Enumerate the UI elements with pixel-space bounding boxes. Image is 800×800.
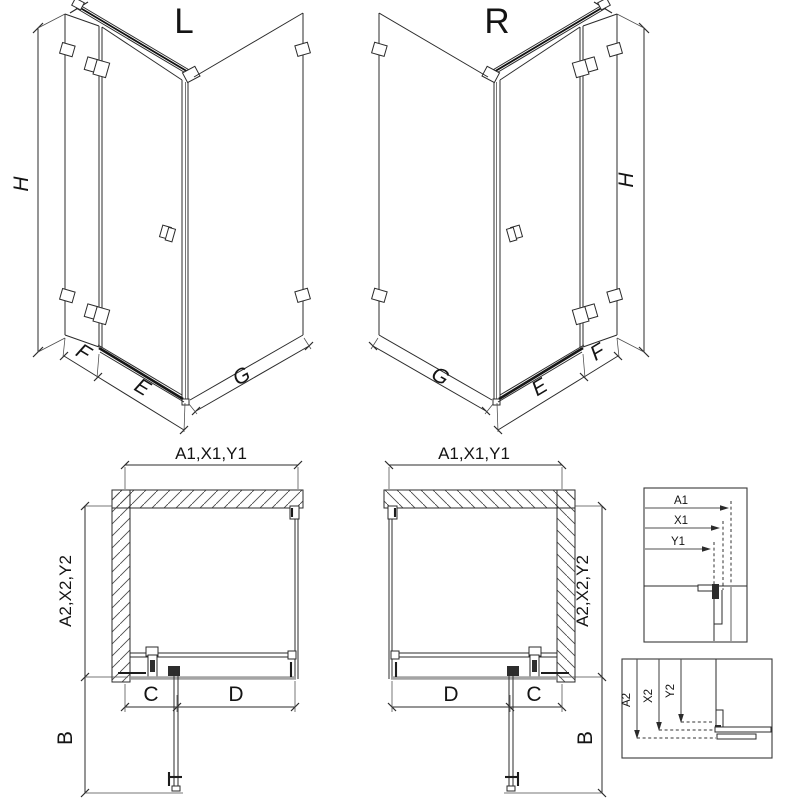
- dim-label-c: C: [526, 683, 542, 706]
- dim-label-e: E: [527, 373, 552, 401]
- detail-label-x2: X2: [643, 688, 655, 704]
- detail-label-a2: A2: [621, 692, 633, 708]
- dim-label-width-top: A1,X1,Y1: [175, 444, 247, 463]
- dim-label-height: H: [615, 172, 638, 188]
- dim-label-g: G: [228, 362, 255, 391]
- profile-cross-section: [698, 584, 731, 641]
- dim-label-g: G: [427, 362, 454, 391]
- detail-box-depth-dims: [621, 659, 772, 758]
- perspective-view-left: [10, 0, 313, 434]
- dim-label-f: F: [586, 339, 610, 366]
- plan-left-geometry: [81, 461, 303, 797]
- detail-label-x1: X1: [673, 515, 689, 527]
- dim-label-f: F: [71, 339, 95, 366]
- dim-label-e: E: [130, 373, 155, 401]
- dim-label-d: D: [443, 683, 459, 706]
- detail-label-y2: Y2: [665, 683, 677, 699]
- detail-label-y1: Y1: [670, 536, 686, 548]
- dim-label-depth-side: A2,X2,Y2: [56, 555, 75, 627]
- plan-right-geometry: [384, 461, 606, 797]
- perspective-right-geometry: [369, 0, 649, 434]
- perspective-left-geometry: [33, 0, 313, 434]
- detail-box-width-dims: [644, 488, 747, 642]
- perspective-view-right: [369, 0, 649, 434]
- dim-label-d: D: [228, 683, 244, 706]
- plan-view-right: [384, 444, 606, 797]
- dim-label-width-top: A1,X1,Y1: [438, 444, 510, 463]
- plan-view-left: [54, 444, 303, 797]
- dim-label-b: B: [574, 730, 597, 746]
- dim-label-height: H: [10, 176, 33, 192]
- variant-label-right: R: [484, 2, 510, 41]
- dim-label-c: C: [143, 683, 159, 706]
- detail-label-a1: A1: [673, 495, 689, 507]
- profile-cross-section: [715, 710, 771, 739]
- dim-label-b: B: [54, 730, 77, 746]
- variant-label-left: L: [174, 2, 194, 41]
- dim-label-depth-side: A2,X2,Y2: [573, 555, 592, 627]
